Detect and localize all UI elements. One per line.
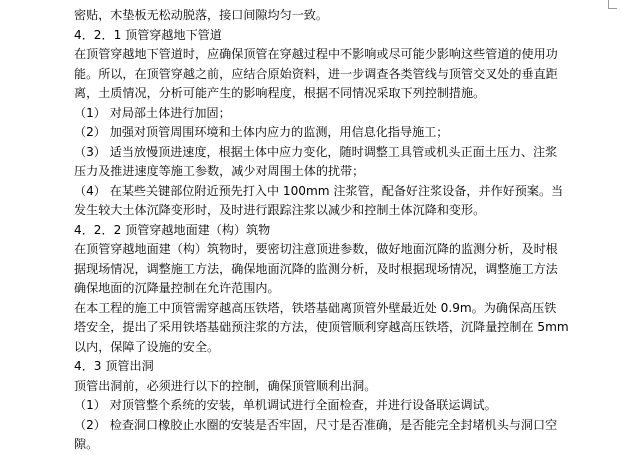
- paragraph-line: 隙。: [74, 437, 99, 451]
- paragraph-line: 在顶管穿越地下管道时，应确保顶管在穿越过程中不影响或尽可能少影响这些管道的使用功: [74, 47, 558, 61]
- list-item-2: （2） 加强对顶管周围环境和土体内应力的监测，用信息化指导施工；: [74, 125, 449, 139]
- paragraph-line: 在本工程的施工中顶管需穿越高压铁塔，铁塔基础离顶管外壁最近处 0.9m。为确保高压铁: [74, 300, 557, 315]
- section-heading-4-2-1: 4．2．1 顶管穿越地下管道: [74, 27, 222, 42]
- paragraph-line: 密贴，木垫板无松动脱落，接口间隙均匀一致。: [74, 8, 328, 22]
- list-item-2: （2） 检查洞口橡胶止水圈的安装是否牢固，尺寸是否准确，是否能完全封堵机头与洞口空: [74, 417, 558, 432]
- list-item-3: （3） 适当放慢顶进速度，根据土体中应力变化，随时调整工具管或机头正面土压力、注浆: [74, 144, 558, 159]
- list-item-1: （1） 对顶管整个系统的安装，单机调试进行全面检查，并进行设备联运调试。: [74, 398, 497, 412]
- section-heading-4-2-2: 4．2．2 顶管穿越地面建（构）筑物: [74, 222, 271, 237]
- document-body: [74, 6, 614, 455]
- paragraph-line: 据现场情况，调整施工方法，确保地面沉降的监测分析，及时根据现场情况，调整施工方法: [74, 261, 558, 276]
- paragraph-line: 离，土质情况，分析可能产生的影响程度，根据不同情况采取下列控制措施。: [74, 86, 486, 100]
- paragraph-line: 发生较大土体沉降变形时，及时进行跟踪注浆以减少和控制土体沉降和变形。: [74, 203, 486, 217]
- paragraph-line: 能。所以，在顶管穿越之前，应结合原始资料，进一步调查各类管线与顶管交叉处的垂直距: [74, 66, 558, 81]
- paragraph-line: 顶管出洞前，必须进行以下的控制，确保顶管顺利出洞。: [74, 378, 377, 393]
- list-item-4: （4） 在某些关键部位附近预先打入中 100mm 注浆管，配备好注浆设备，并作好预案。当: [74, 183, 564, 198]
- paragraph-line: 在顶管穿越地面建（构）筑物时，要密切注意顶进参数，做好地面沉降的监测分析，及时根: [74, 242, 558, 256]
- paragraph-line: 压力及推进速度等施工参数，减少对周围土体的扰带；: [74, 164, 365, 178]
- paragraph-line: 塔安全，提出了采用铁塔基础预注浆的方法，使顶管顺利穿越高压铁塔，沉降量控制在 5mm: [74, 320, 569, 334]
- list-item-1: （1） 对局部土体进行加固；: [74, 105, 231, 120]
- paragraph-line: 确保地面的沉降量控制在允许范围内。: [74, 281, 280, 295]
- section-heading-4-3: 4．3 顶管出洞: [74, 359, 154, 373]
- paragraph-line: 以内，保障了设施的安全。: [74, 339, 220, 354]
